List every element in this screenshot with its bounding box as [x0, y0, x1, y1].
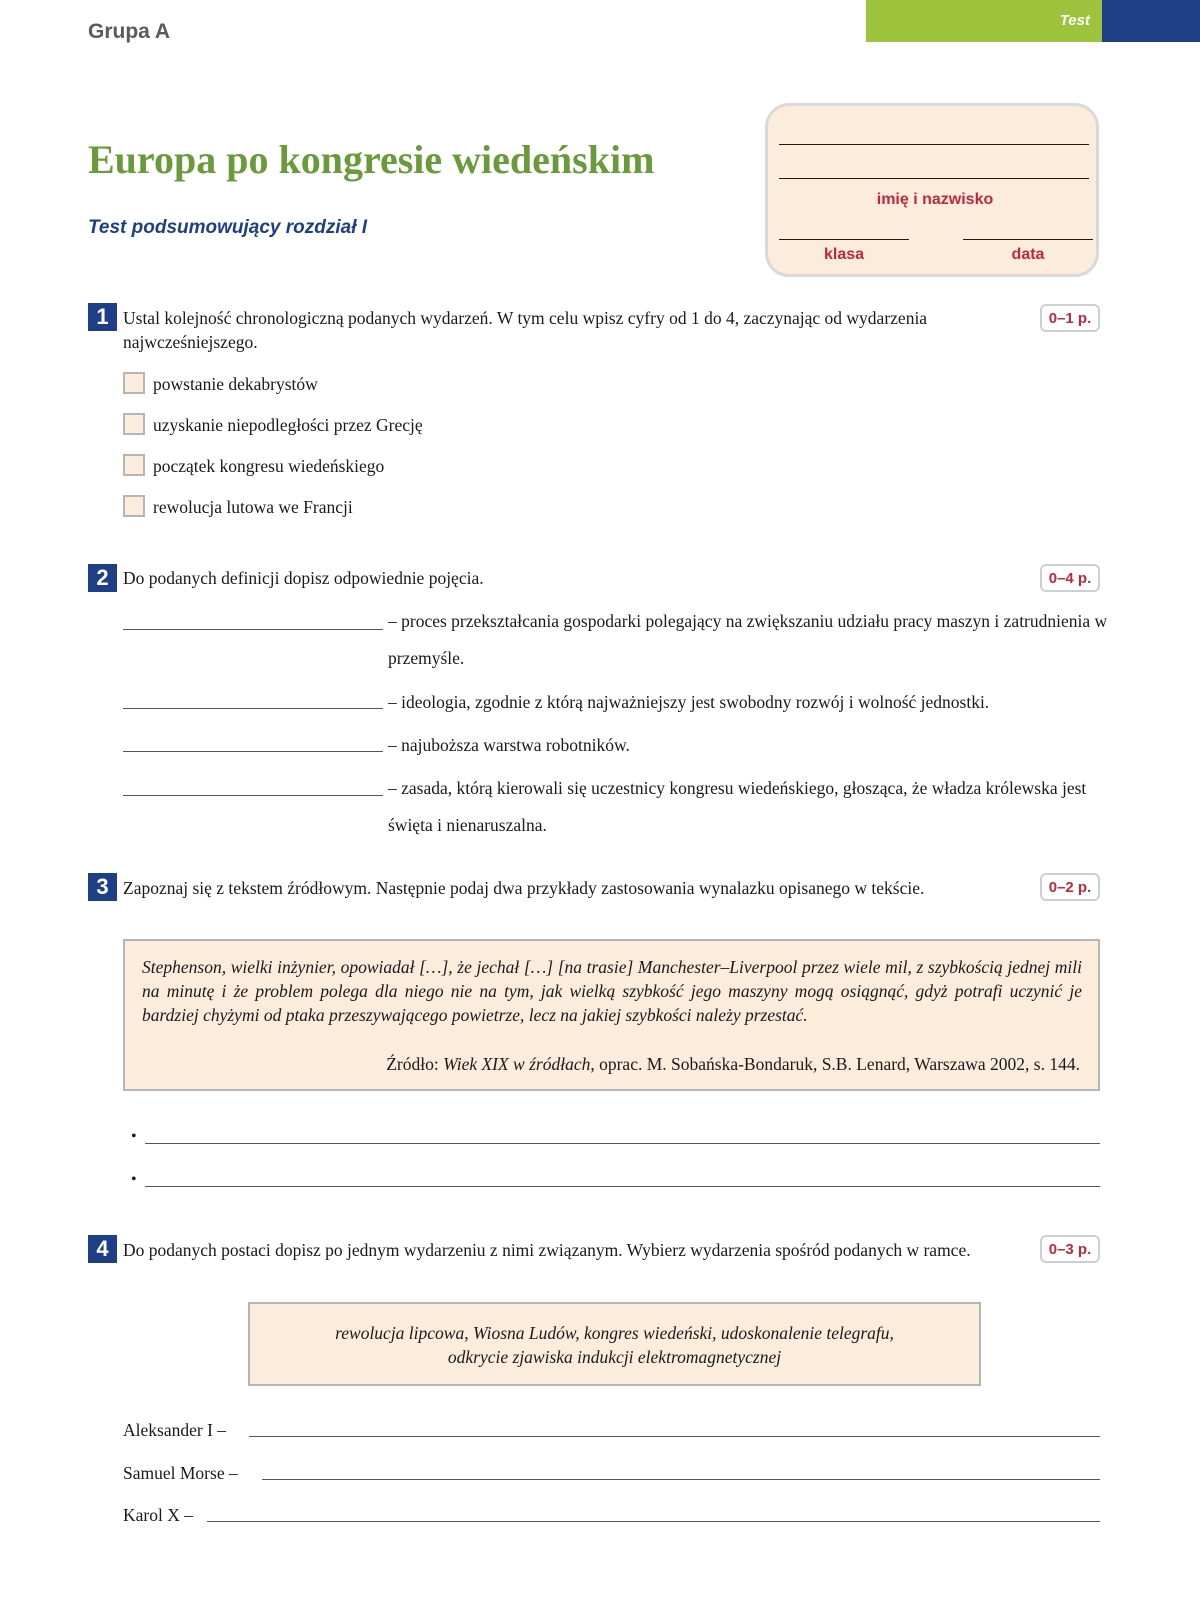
- date-label: data: [1011, 246, 1045, 263]
- question-2-text: Do podanych definicji dopisz odpowiednie pojęcia.: [123, 568, 484, 588]
- person-label: Samuel Morse –: [123, 1463, 238, 1483]
- list-item-label: rewolucja lutowa we Francji: [153, 497, 353, 517]
- answer-line[interactable]: [207, 1521, 1100, 1522]
- question-2-number: 2: [88, 564, 117, 592]
- order-checkbox[interactable]: [123, 495, 145, 517]
- question-4-text: Do podanych postaci dopisz po jednym wydarzeniu z nimi związanym. Wybierz wydarzenia spośród podanych w ramce.: [123, 1240, 971, 1260]
- question-4-points: 0–3 p.: [1040, 1235, 1100, 1263]
- class-label: klasa: [823, 246, 865, 263]
- name-label: imię i nazwisko: [876, 191, 994, 208]
- page-subtitle: Test podsumowujący rozdział I: [88, 217, 368, 238]
- header-blue-block: [1102, 0, 1200, 42]
- question-3-number: 3: [88, 873, 117, 901]
- question-1-number: 1: [88, 303, 117, 331]
- person-label: Karol X –: [123, 1505, 193, 1525]
- citation-details: , oprac. M. Sobańska-Bondaruk, S.B. Lenard, Warszawa 2002, s. 144.: [590, 1054, 1080, 1074]
- test-tag-label: Test: [1059, 12, 1090, 29]
- order-checkbox[interactable]: [123, 413, 145, 435]
- definition-answer-line[interactable]: [123, 629, 383, 630]
- definition-answer-line[interactable]: [123, 795, 383, 796]
- definition-text: – zasada, którą kierowali się uczestnicy kongresu wiedeńskiego, głosząca, że władza królewska jest święta i nienaruszalna.: [388, 778, 1087, 835]
- options-line-2: odkrycie zjawiska indukcji elektromagnetycznej: [447, 1347, 782, 1367]
- definition-answer-line[interactable]: [123, 708, 383, 709]
- bullet: •: [131, 1128, 137, 1145]
- name-line-1[interactable]: [779, 144, 1089, 145]
- page-title: Europa po kongresie wiedeńskim: [88, 137, 655, 182]
- options-box: [248, 1302, 981, 1386]
- question-1-text: Ustal kolejność chronologiczną podanych wydarzeń. W tym celu wpisz cyfry od 1 do 4, zaczynając od wydarzenia najwcześniejszego.: [123, 308, 928, 352]
- source-quote: Stephenson, wielki inżynier, opowiadał […], że jechał […] [na trasie] Manchester–Liverpool przez wiele mil, z szybkością jednej mili na minutę i że problem polega dla niego nie na tym, jak wielką szybkość jego maszyny mogą osiągnąć, gdyż potrafi uczynić je bardziej chyżymi od ptaka przeszywającego powietrze, lecz na jakiej szybkości należy przestać.: [142, 957, 1082, 1025]
- list-item-label: powstanie dekabrystów: [153, 374, 318, 394]
- name-line-2[interactable]: [779, 178, 1089, 179]
- question-1-points: 0–1 p.: [1040, 304, 1100, 332]
- order-checkbox[interactable]: [123, 372, 145, 394]
- order-checkbox[interactable]: [123, 454, 145, 476]
- answer-line[interactable]: [249, 1436, 1100, 1437]
- citation-prefix: Źródło:: [386, 1054, 444, 1074]
- options-line-1: rewolucja lipcowa, Wiosna Ludów, kongres wiedeński, udoskonalenie telegrafu,: [335, 1323, 894, 1343]
- group-label: Grupa A: [88, 20, 171, 43]
- question-4-number: 4: [88, 1235, 117, 1263]
- question-3-points: 0–2 p.: [1040, 873, 1100, 901]
- date-line[interactable]: [963, 239, 1093, 240]
- class-line[interactable]: [779, 239, 909, 240]
- question-2-points: 0–4 p.: [1040, 564, 1100, 592]
- answer-line[interactable]: [145, 1186, 1100, 1187]
- student-info-box: [765, 103, 1099, 277]
- definition-answer-line[interactable]: [123, 751, 383, 752]
- definition-text: – proces przekształcania gospodarki polegający na zwiększaniu udziału pracy maszyn i zatrudnienia w przemyśle.: [388, 611, 1108, 668]
- definition-text: – najuboższa warstwa robotników.: [388, 735, 630, 755]
- answer-line[interactable]: [262, 1479, 1100, 1480]
- list-item-label: uzyskanie niepodległości przez Grecję: [153, 415, 423, 435]
- definition-text: – ideologia, zgodnie z którą najważniejszy jest swobodny rozwój i wolność jednostki.: [388, 692, 990, 712]
- source-text-box: [123, 939, 1100, 1091]
- answer-line[interactable]: [145, 1143, 1100, 1144]
- question-3-text: Zapoznaj się z tekstem źródłowym. Następnie podaj dwa przykłady zastosowania wynalazku opisanego w tekście.: [123, 878, 925, 898]
- list-item-label: początek kongresu wiedeńskiego: [153, 456, 385, 476]
- bullet: •: [131, 1171, 137, 1188]
- citation-title: Wiek XIX w źródłach: [443, 1054, 591, 1074]
- source-citation: [386, 1052, 1080, 1076]
- person-label: Aleksander I –: [123, 1420, 227, 1440]
- test-tag: [866, 0, 1102, 42]
